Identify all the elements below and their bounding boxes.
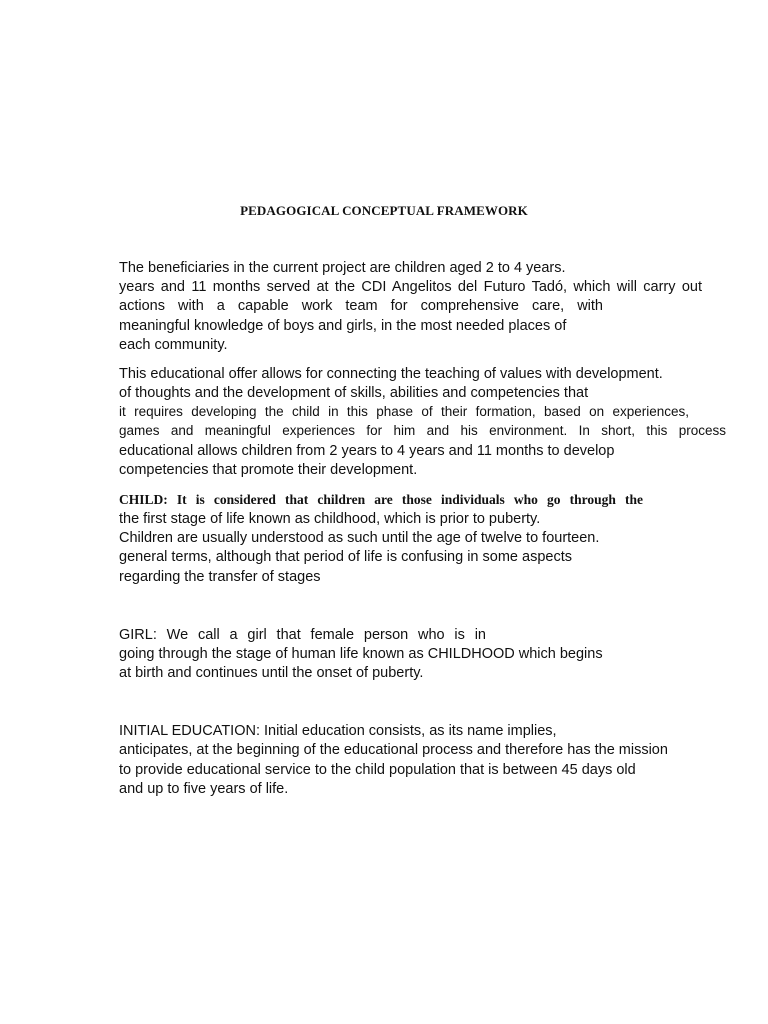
page-title: PEDAGOGICAL CONCEPTUAL FRAMEWORK: [240, 203, 528, 218]
paragraph-2-line-2: of thoughts and the development of skills, abilities and competencies that: [119, 385, 589, 401]
paragraph-2-line-5: educational allows children from 2 years to 4 years and 11 months to develop: [119, 443, 615, 459]
paragraph-3-line-5: regarding the transfer of stages: [119, 569, 321, 585]
paragraph-2-line-1: This educational offer allows for connecting the teaching of values with development.: [119, 366, 663, 382]
paragraph-2-line-3: it requires developing the child in this phase of their formation, based on experiences,: [119, 404, 689, 419]
paragraph-1-line-5: each community.: [119, 337, 228, 353]
paragraph-4-line-1: GIRL: We call a girl that female person who is in: [119, 627, 486, 643]
paragraph-5-line-1: INITIAL EDUCATION: Initial education consists, as its name implies,: [119, 723, 557, 739]
paragraph-1-line-4: meaningful knowledge of boys and girls, in the most needed places of: [119, 318, 567, 334]
paragraph-1-line-1: The beneficiaries in the current project are children aged 2 to 4 years.: [119, 260, 566, 276]
paragraph-3-line-2: the first stage of life known as childhood, which is prior to puberty.: [119, 511, 541, 527]
paragraph-5-line-4: and up to five years of life.: [119, 781, 289, 797]
paragraph-2-line-6: competencies that promote their development.: [119, 462, 418, 478]
paragraph-1-line-2: years and 11 months served at the CDI Angelitos del Futuro Tadó, which will carry out: [119, 279, 702, 295]
paragraph-3-line-1: CHILD: It is considered that children are those individuals who go through the: [119, 492, 643, 507]
paragraph-2-line-4: games and meaningful experiences for him and his environment. In short, this process: [119, 423, 726, 438]
paragraph-5-line-2: anticipates, at the beginning of the educational process and therefore has the mission: [119, 742, 668, 758]
paragraph-1-line-3: actions with a capable work team for comprehensive care, with: [119, 298, 603, 314]
paragraph-4-line-3: at birth and continues until the onset of puberty.: [119, 665, 424, 681]
paragraph-4-line-2: going through the stage of human life known as CHILDHOOD which begins: [119, 646, 603, 662]
paragraph-3-line-4: general terms, although that period of life is confusing in some aspects: [119, 549, 572, 565]
paragraph-5-line-3: to provide educational service to the child population that is between 45 days old: [119, 762, 636, 778]
paragraph-3-line-3: Children are usually understood as such until the age of twelve to fourteen.: [119, 530, 600, 546]
